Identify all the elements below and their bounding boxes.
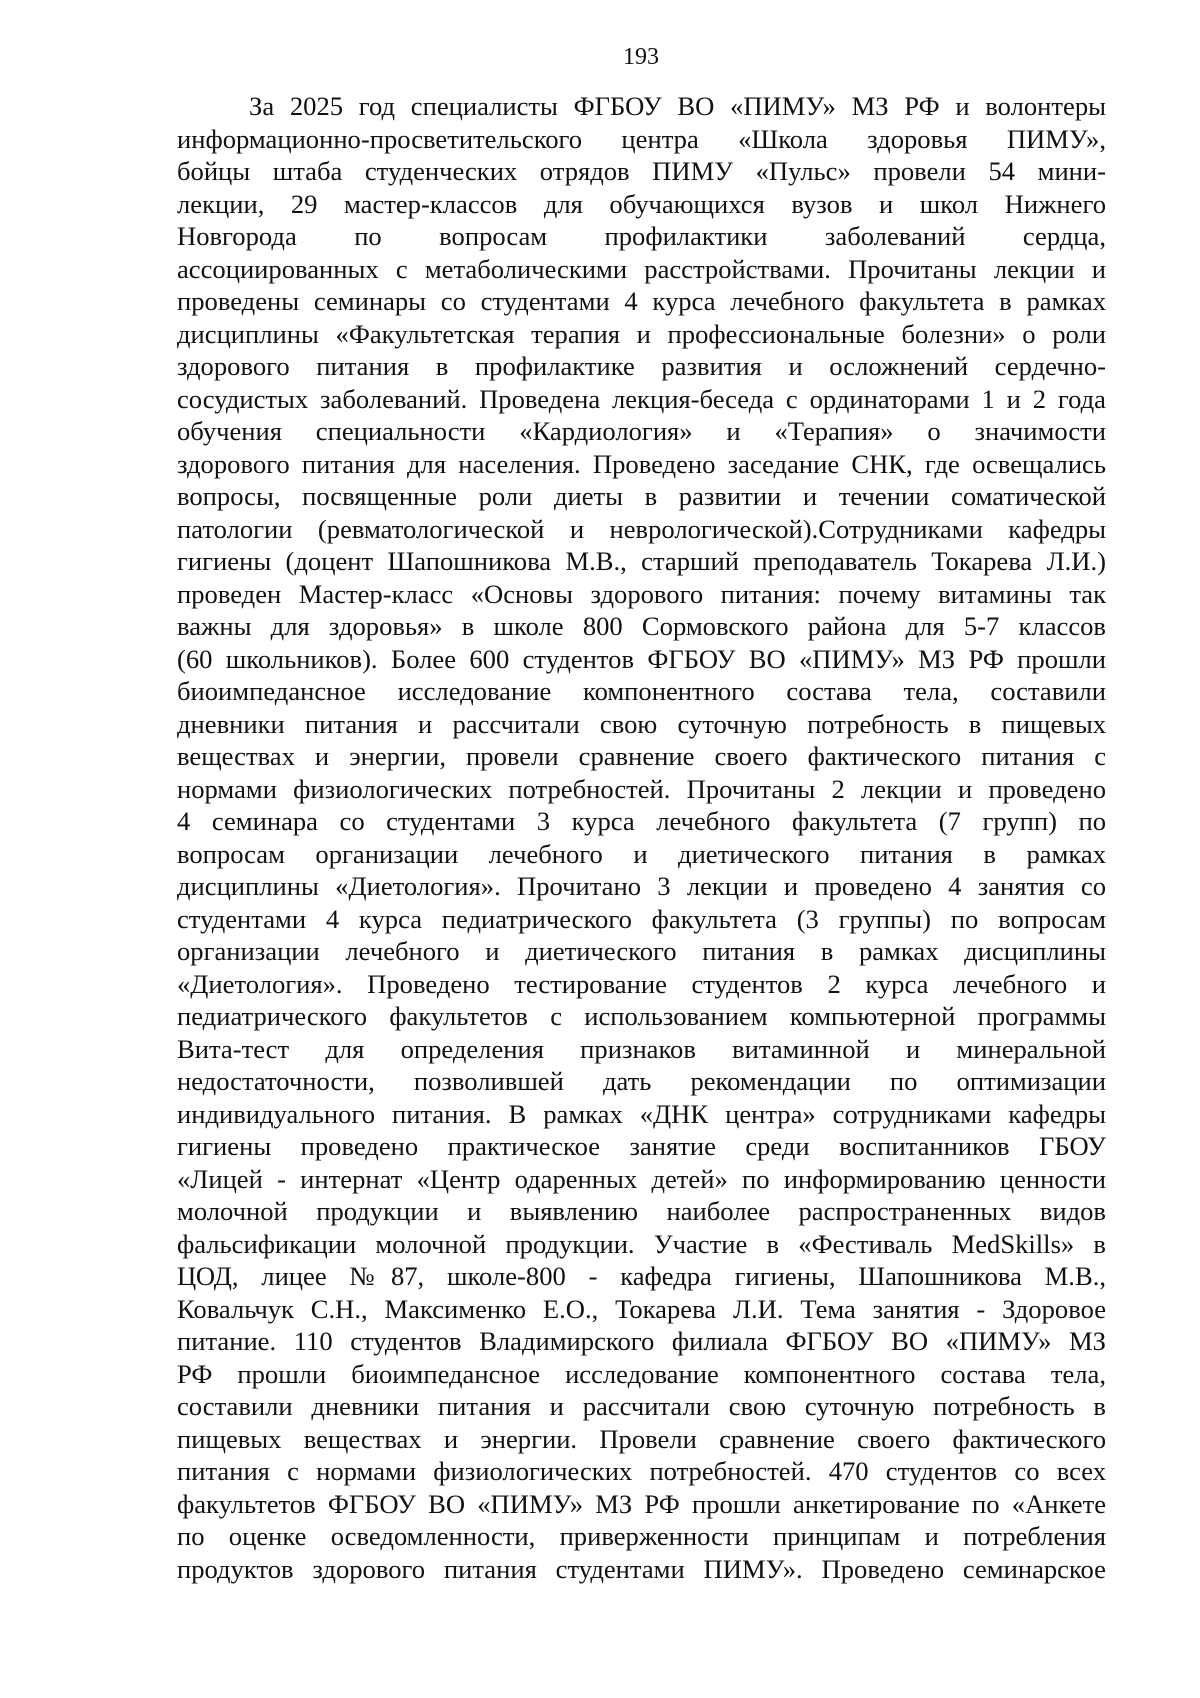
text-line: факультетов ФГБОУ ВО «ПИМУ» МЗ РФ прошли анкетирование по «Анкете: [177, 1488, 1106, 1519]
text-line: гигиены проведено практическое занятие среди воспитанников ГБОУ: [177, 1131, 1106, 1161]
text-line: «Диетология». Проведено тестирование студентов 2 курса лечебного и: [177, 968, 1106, 999]
text-line: ассоциированных с метаболическими расстройствами. Прочитаны лекции и: [177, 253, 1106, 284]
text-line: по оценке осведомленности, приверженности принципам и потребления: [177, 1521, 1106, 1551]
text-line: гигиены (доцент Шапошникова М.В., старший преподаватель Токарева Л.И.): [177, 546, 1106, 576]
text-line: организации лечебного и диетического питания в рамках дисциплины: [177, 936, 1106, 966]
text-line: сосудистых заболеваний. Проведена лекция-беседа с ординаторами 1 и 2 года: [177, 383, 1106, 414]
text-line: продуктов здорового питания студентами ПИМУ». Проведено семинарское: [177, 1553, 1106, 1584]
text-line: вопросам организации лечебного и диетического питания в рамках: [177, 838, 1106, 869]
text-line: педиатрического факультетов с использованием компьютерной программы: [177, 1001, 1106, 1031]
page-number: 193: [623, 44, 659, 70]
text-line: дисциплины «Факультетская терапия и профессиональные болезни» о роли: [177, 318, 1106, 349]
text-line: Ковальчук С.Н., Максименко Е.О., Токарева Л.И. Тема занятия - Здоровое: [177, 1293, 1106, 1324]
text-line: (60 школьников). Более 600 студентов ФГБОУ ВО «ПИМУ» МЗ РФ прошли: [177, 643, 1106, 674]
text-line: РФ прошли биоимпедансное исследование компонентного состава тела,: [177, 1358, 1106, 1389]
text-line: ЦОД, лицее №87, школе-800 - кафедра гигиены, Шапошникова М.В.,: [177, 1261, 1106, 1291]
text-line: важны для здоровья» в школе 800 Сормовского района для 5-7 классов: [177, 611, 1106, 641]
text-line: здорового питания в профилактике развития и осложнений сердечно-: [177, 351, 1106, 381]
text-line: питания с нормами физиологических потребностей. 470 студентов со всех: [177, 1456, 1106, 1486]
text-line: биоимпедансное исследование компонентного состава тела, составили: [177, 676, 1106, 706]
text-line: составили дневники питания и рассчитали свою суточную потребность в: [177, 1391, 1106, 1421]
text-line: патологии (ревматологической и неврологической).Сотрудниками кафедры: [177, 513, 1106, 544]
body-paragraph: [177, 90, 1106, 1585]
text-line: бойцы штаба студенческих отрядов ПИМУ «Пульс» провели 54 мини-: [177, 156, 1106, 186]
text-line: индивидуального питания. В рамках «ДНК центра» сотрудниками кафедры: [177, 1098, 1106, 1129]
text-line: пищевых веществах и энергии. Провели сравнение своего фактического: [177, 1423, 1106, 1454]
text-line: проведены семинары со студентами 4 курса лечебного факультета в рамках: [177, 286, 1106, 316]
text-line: Вита-тест для определения признаков витаминной и минеральной: [177, 1033, 1106, 1064]
text-line: обучения специальности «Кардиология» и «Терапия» о значимости: [177, 416, 1106, 446]
text-line: За 2025 год специалисты ФГБОУ ВО «ПИМУ» МЗ РФ и волонтеры: [249, 91, 1106, 121]
text-line: Новгорода по вопросам профилактики заболеваний сердца,: [177, 221, 1106, 251]
text-line: здорового питания для населения. Проведено заседание СНК, где освещались: [177, 448, 1106, 479]
text-line: лекции, 29 мастер-классов для обучающихся вузов и школ Нижнего: [177, 188, 1106, 219]
text-line: нормами физиологических потребностей. Прочитаны 2 лекции и проведено: [177, 773, 1106, 804]
text-line: 4 семинара со студентами 3 курса лечебного факультета (7 групп) по: [177, 806, 1106, 836]
text-line: молочной продукции и выявлению наиболее распространенных видов: [177, 1196, 1106, 1226]
text-line: «Лицей - интернат «Центр одаренных детей» по информированию ценности: [177, 1163, 1106, 1194]
text-line: питание. 110 студентов Владимирского филиала ФГБОУ ВО «ПИМУ» МЗ: [177, 1326, 1106, 1356]
text-line: дисциплины «Диетология». Прочитано 3 лекции и проведено 4 занятия со: [177, 871, 1106, 901]
text-line: фальсификации молочной продукции. Участие в «Фестиваль MedSkills» в: [177, 1228, 1106, 1259]
text-line: студентами 4 курса педиатрического факультета (3 группы) по вопросам: [177, 903, 1106, 934]
text-line: проведен Мастер-класс «Основы здорового питания: почему витамины так: [177, 578, 1106, 609]
text-line: недостаточности, позволившей дать рекомендации по оптимизации: [177, 1066, 1106, 1096]
text-line: дневники питания и рассчитали свою суточную потребность в пищевых: [177, 708, 1106, 739]
text-line: вопросы, посвященные роли диеты в развитии и течении соматической: [177, 481, 1106, 511]
text-line: информационно-просветительского центра «Школа здоровья ПИМУ»,: [177, 123, 1106, 154]
text-line: веществах и энергии, провели сравнение своего фактического питания с: [177, 741, 1106, 771]
